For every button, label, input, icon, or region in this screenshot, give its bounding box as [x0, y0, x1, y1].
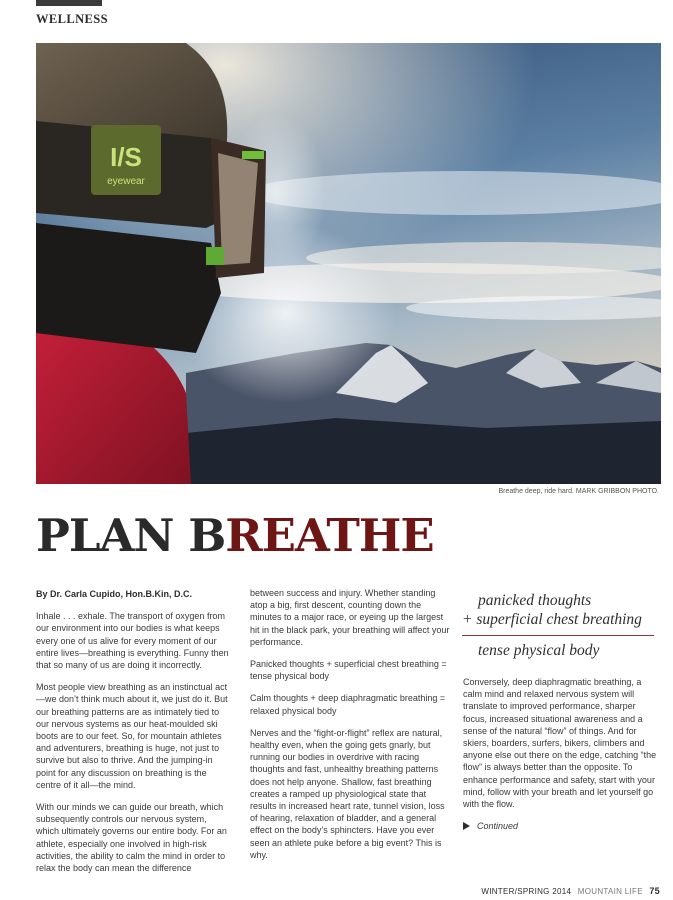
paragraph: Most people view breathing as an instinctual act—we don’t think much about it, we just do it. But our breathing patterns are as intimately tied to our nervous systems as our heat-moulded ski boots are to our feet. So, for mountain athletes and adventurers, breathing is huge, not just to survive but also to thrive. And the jumping-in point for any discussion on breathing is the centre of it all—the mind. — [36, 682, 228, 790]
issue-label: WINTER/SPRING 2014 — [481, 887, 572, 896]
byline: By Dr. Carla Cupido, Hon.B.Kin, D.C. — [36, 589, 193, 599]
paragraph: Inhale . . . exhale. The transport of oxygen from our environment into our bodies is what keeps every one of us alive for every moment of our entire lives—breathing is everything. Funny then that so many of us are doing it incorrectly. — [36, 611, 229, 671]
section-top-bar — [36, 0, 102, 6]
continued-marker[interactable] — [463, 820, 658, 832]
goggle-logo-sub: eyewear — [107, 176, 145, 187]
play-arrow-icon — [463, 822, 470, 830]
paragraph: With our minds we can guide our breath, which subsequently controls our nervous system, which ultimately governs our entire body. For an athlete, especially one involved in high-risk activities, the ability to calm the mind in order to relax the body can mean the difference — [36, 802, 227, 874]
pull-quote-line-3: tense physical body — [478, 642, 600, 659]
magazine-name: MOUNTAIN LIFE — [577, 887, 643, 896]
headline-part-2: REATHE — [225, 509, 434, 562]
headline-part-1: PLAN B — [36, 509, 226, 562]
pull-quote-line-1: panicked thoughts — [478, 592, 592, 609]
article-headline — [36, 509, 434, 562]
pull-quote-line-2: + superficial chest breathing — [462, 611, 642, 628]
pull-quote-rule — [462, 635, 654, 636]
page-number: 75 — [649, 886, 660, 896]
goggle-logo: I/S — [110, 142, 142, 172]
continued-label: Continued — [477, 821, 519, 832]
page-footer — [481, 886, 660, 896]
equation-panicked: Panicked thoughts + superficial chest breathing = tense physical body — [250, 659, 447, 682]
hero-photo — [36, 43, 661, 484]
article-column-1 — [36, 588, 232, 884]
paragraph: Conversely, deep diaphragmatic breathing, a calm mind and relaxed nervous system will translate to improved performance, sharper focus, increased situational awareness and a sense of the natural “flow” of things. And for skiers, boarders, surfers, bikers, climbers and anyone else out there on the edge, catching “the flow” is always better than the opposite. To enhance performance and safety, start with your mind, follow with your breath and let yourself go with the flow. — [463, 677, 657, 810]
paragraph: between success and injury. Whether standing atop a big, first descent, counting down the minutes to a major race, or eyeing up the largest hit in the black park, your breathing will affect your performance. — [250, 588, 450, 647]
paragraph: Nerves and the “fight-or-flight” reflex are natural, healthy even, when the going gets gnarly, but running our bodies in overdrive with racing thoughts and fast, unhealthy breathing patterns does not help anyone. Shallow, fast breathing creates a ramped up physiological state that results in increased heart rate, tunnel vision, loss of hearing, relaxation of bladder, and a general effect on the body’s sphincters. Have you ever seen an athlete puke before a big event? This is why. — [250, 727, 445, 860]
section-label: WELLNESS — [36, 12, 108, 26]
equation-calm: Calm thoughts + deep diaphragmatic breathing = relaxed physical body — [250, 693, 446, 716]
photo-caption: Breathe deep, ride hard. MARK GRIBBON PHOTO. — [498, 488, 659, 495]
article-column-2 — [250, 587, 450, 871]
article-column-3 — [463, 676, 658, 842]
